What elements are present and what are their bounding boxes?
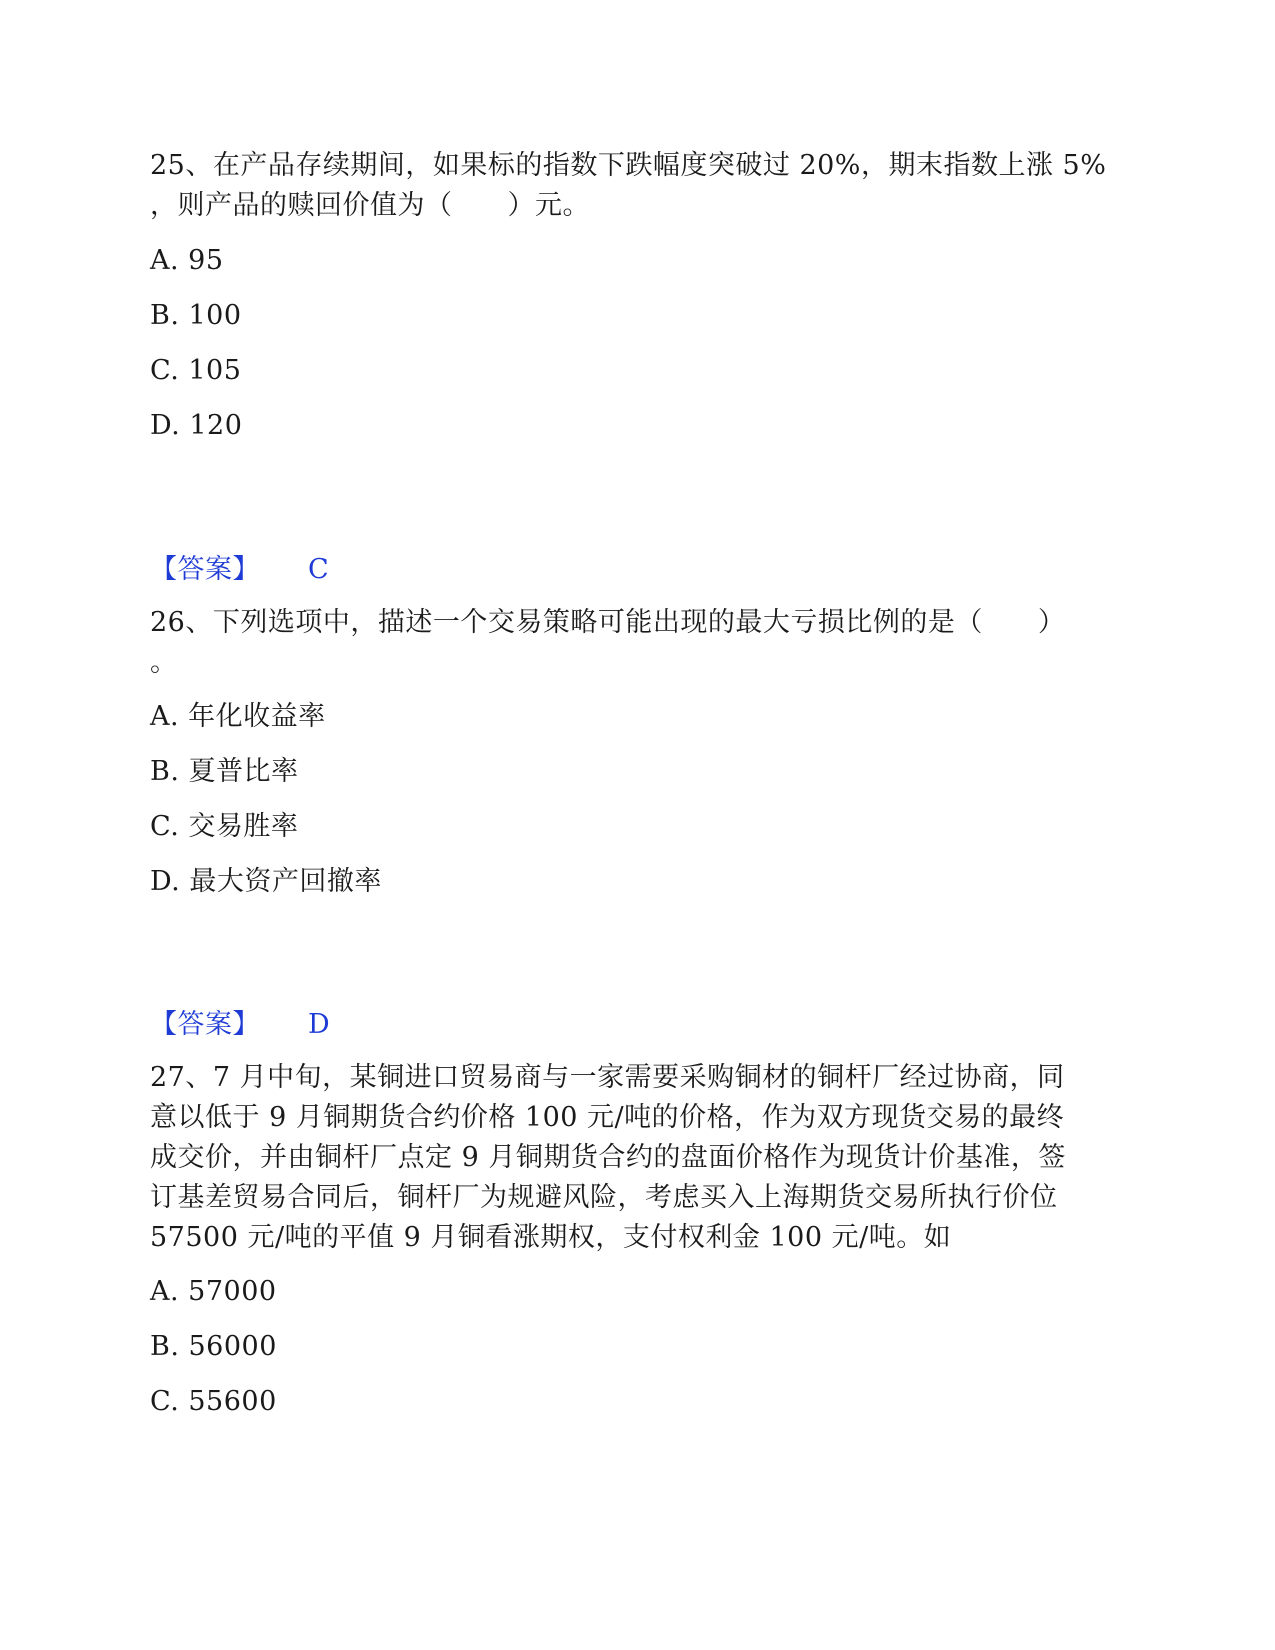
question-26-option-c: C. 交易胜率 [150,811,299,842]
question-27-option-c: C. 55600 [150,1386,277,1417]
question-25-option-b: B. 100 [150,300,242,331]
question-26-stem-line-2: 。 [150,647,178,678]
answer-label: 【答案】 [150,554,260,585]
question-25-answer [150,550,329,590]
question-26-option-b: B. 夏普比率 [150,756,299,787]
question-26-option-a: A. 年化收益率 [150,701,326,732]
question-27-stem-line-1: 27、7 月中旬，某铜进口贸易商与一家需要采购铜材的铜杆厂经过协商，同 [150,1062,1065,1093]
answer-label: 【答案】 [150,1009,260,1040]
question-27-stem-line-5: 57500 元/吨的平值 9 月铜看涨期权，支付权利金 100 元/吨。如 [150,1222,952,1253]
question-25-stem-line-2: ，则产品的赎回价值为（ ）元。 [150,190,590,221]
question-27-stem-line-3: 成交价，并由铜杆厂点定 9 月铜期货合约的盘面价格作为现货计价基准，签 [150,1142,1066,1173]
question-27-option-a: A. 57000 [150,1276,277,1307]
question-25-option-d: D. 120 [150,410,243,441]
question-26-option-d: D. 最大资产回撤率 [150,866,382,897]
answer-value: C [308,554,330,585]
question-26-answer [150,1005,330,1045]
question-25-option-c: C. 105 [150,355,242,386]
question-27-stem-line-4: 订基差贸易合同后，铜杆厂为规避风险，考虑买入上海期货交易所执行价位 [150,1182,1058,1213]
question-27-stem-line-2: 意以低于 9 月铜期货合约价格 100 元/吨的价格，作为双方现货交易的最终 [150,1102,1065,1133]
question-27-option-b: B. 56000 [150,1331,277,1362]
question-25-stem-line-1: 25、在产品存续期间，如果标的指数下跌幅度突破过 20%，期末指数上涨 5% [150,150,1107,181]
question-25-option-a: A. 95 [150,245,224,276]
answer-value: D [308,1009,331,1040]
question-26-stem-line-1: 26、下列选项中，描述一个交易策略可能出现的最大亏损比例的是（ ） [150,607,1066,638]
